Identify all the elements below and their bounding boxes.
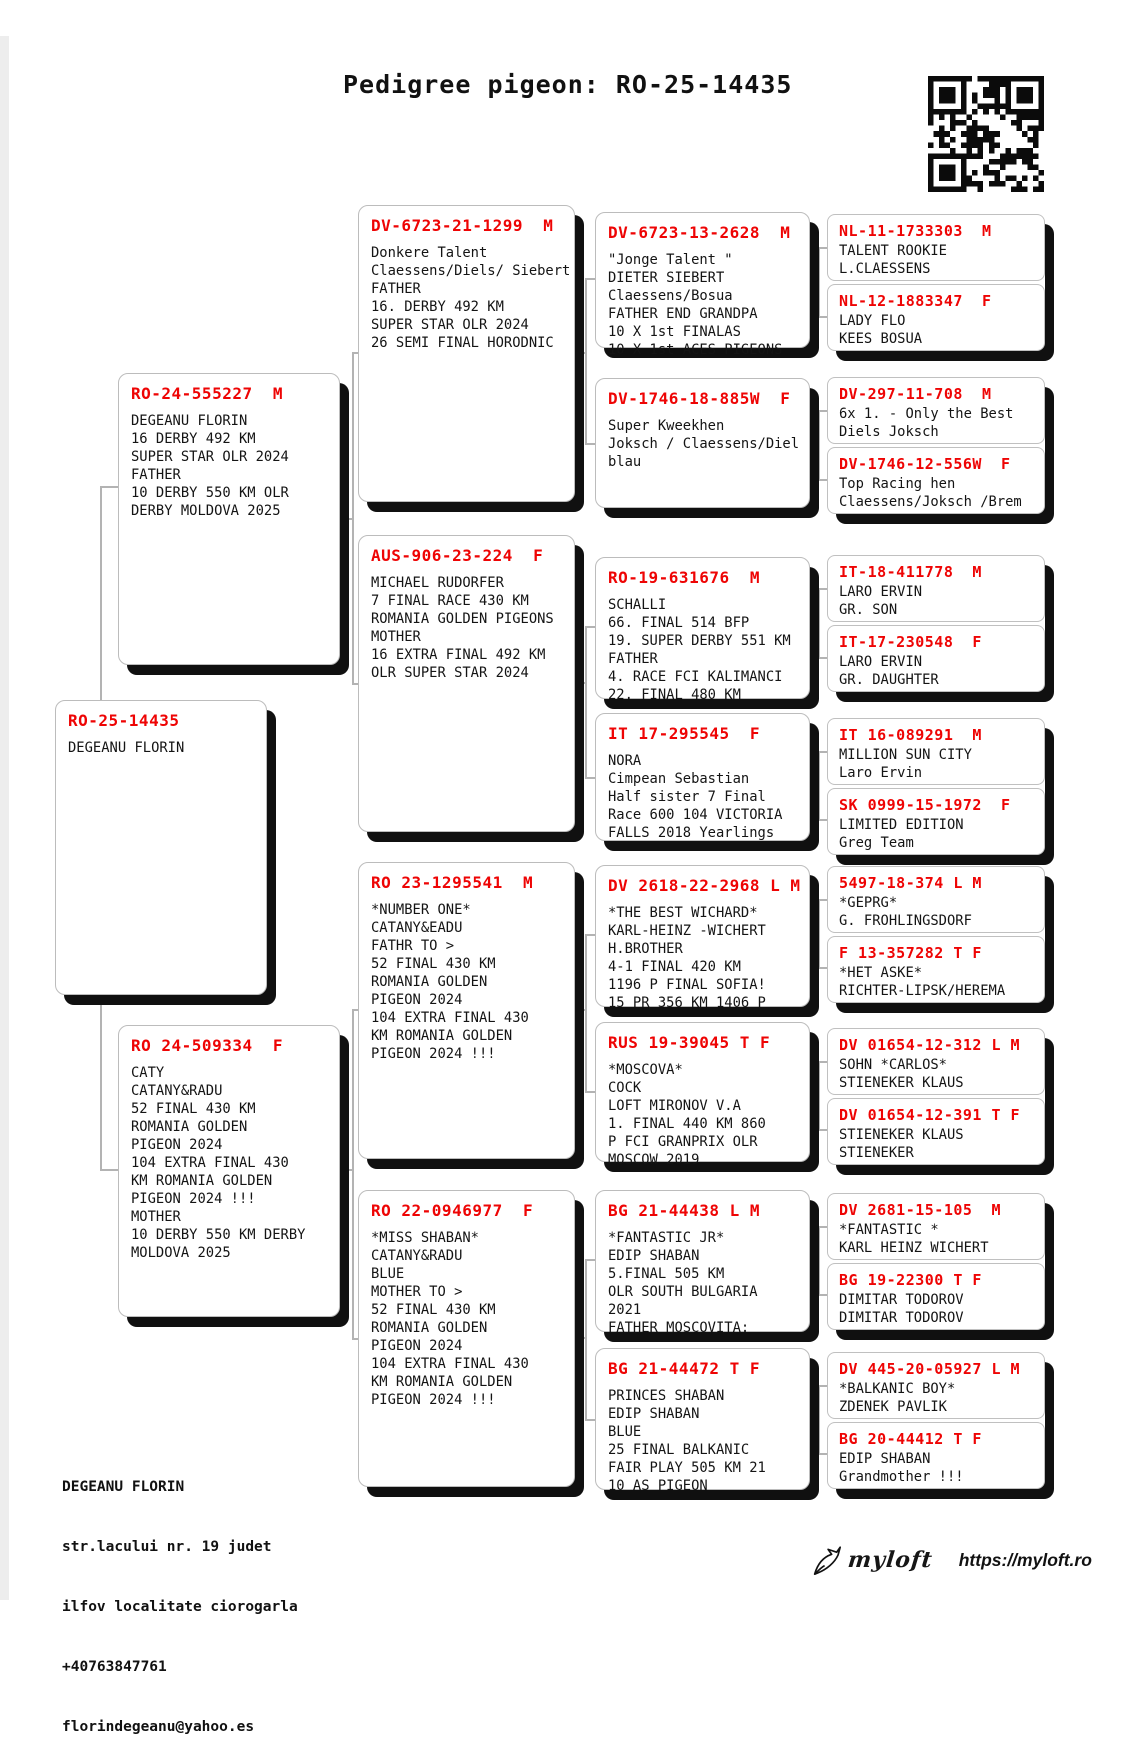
- pedigree-line: SUPER STAR OLR 2024: [131, 449, 289, 465]
- connector-line: [818, 1061, 820, 1131]
- ring-number: NL-11-1733303 M: [839, 222, 992, 240]
- pedigree-line: NORA: [608, 753, 642, 769]
- pedigree-line: 5.FINAL 505 KM: [608, 1266, 725, 1282]
- pedigree-line: KARL HEINZ WICHERT: [839, 1239, 989, 1256]
- pigeon-details: [359, 1220, 574, 1409]
- pedigree-line: EDIP SHABAN: [608, 1406, 700, 1422]
- pigeon-details: [828, 651, 1044, 689]
- pedigree-line: DERBY MOLDOVA 2025: [131, 503, 281, 519]
- ring-number: BG 21-44438 L M: [608, 1201, 760, 1220]
- ring-number: BG 19-22300 T F: [839, 1271, 982, 1289]
- pedigree-line: MICHAEL RUDORFER: [371, 575, 504, 591]
- ring-number: NL-12-1883347 F: [839, 292, 992, 310]
- pedigree-line: 22. FINAL 480 KM: [608, 687, 741, 703]
- pedigree-line: 4. RACE FCI KALIMANCI: [608, 669, 783, 685]
- pedigree-line: PIGEON 2024: [371, 1338, 463, 1354]
- pedigree-line: P FCI GRANPRIX OLR: [608, 1134, 758, 1150]
- pedigree-box-gggp4: [827, 447, 1045, 514]
- pigeon-details: [596, 1220, 809, 1337]
- pigeon-details: [828, 744, 1044, 782]
- pedigree-line: OLR SUPER STAR 2024: [371, 665, 529, 681]
- connector-line: [585, 934, 587, 1093]
- pigeon-details: [359, 235, 574, 352]
- pigeon-details: [359, 892, 574, 1063]
- pigeon-details: [596, 408, 809, 471]
- pedigree-line: 26 SEMI FINAL HORODNIC: [371, 335, 554, 351]
- ring-number: DV-1746-12-556W F: [839, 455, 1011, 473]
- ring-number: RO-19-631676 M: [608, 568, 760, 587]
- pedigree-line: G. FROHLINGSDORF: [839, 912, 972, 929]
- ring-number: DV-6723-21-1299 M: [371, 216, 554, 235]
- pedigree-line: 25 FINAL BALKANIC: [608, 1442, 750, 1458]
- pedigree-line: *NUMBER ONE*: [371, 902, 471, 918]
- pedigree-line: ZDENEK PAVLIK: [839, 1398, 947, 1415]
- pedigree-box-gggp1: [827, 214, 1045, 281]
- pedigree-pair-2: [827, 377, 1045, 514]
- connector-line: [818, 247, 820, 318]
- ring-number: DV 01654-12-312 L M: [839, 1036, 1021, 1054]
- connector-line: [585, 626, 587, 779]
- pedigree-box-ggp8: [595, 1348, 810, 1494]
- pedigree-line: MOTHER: [371, 629, 421, 645]
- pigeon-details: [828, 240, 1044, 278]
- pedigree-line: SOHN *CARLOS*: [839, 1057, 947, 1073]
- pigeon-details: [828, 581, 1044, 619]
- pedigree-line: *FANTASTIC JR*: [608, 1230, 725, 1246]
- pedigree-line: Super Kweekhen: [608, 418, 725, 434]
- ring-number: DV-1746-18-885W F: [608, 389, 791, 408]
- pedigree-line: LADY FLO: [839, 313, 906, 329]
- owner-address-line2: ilfov localitate ciorogarla: [62, 1599, 298, 1615]
- pedigree-line: 7 FINAL RACE 430 KM: [371, 593, 529, 609]
- pedigree-line: CATANY&EADU: [371, 920, 463, 936]
- pedigree-line: GR. SON: [839, 601, 898, 618]
- pedigree-line: PRINCES SHABAN: [608, 1388, 725, 1404]
- pigeon-details: [828, 310, 1044, 348]
- pedigree-line: STIENEKER KLAUS: [839, 1074, 964, 1091]
- ring-number: RO 22-0946977 F: [371, 1201, 534, 1220]
- pigeon-details: [596, 242, 809, 359]
- pedigree-line: LARO ERVIN: [839, 654, 923, 670]
- pedigree-line: *HET ASKE*: [839, 965, 923, 981]
- pedigree-line: 52 FINAL 430 KM: [371, 1302, 496, 1318]
- pedigree-line: PIGEON 2024 !!!: [371, 1046, 496, 1062]
- pedigree-line: 10 AS PIGEON: [608, 1478, 708, 1494]
- pedigree-line: OLR SOUTH BULGARIA: [608, 1284, 758, 1300]
- ring-number: DV-297-11-708 M: [839, 385, 992, 403]
- pigeon-details: [596, 1052, 809, 1169]
- pedigree-line: MOTHER TO >: [371, 1284, 463, 1300]
- pedigree-line: BLUE: [371, 1266, 405, 1282]
- connector-line: [352, 352, 354, 685]
- pedigree-line: Top Racing hen: [839, 476, 956, 492]
- pedigree-box-gggp13: [827, 1193, 1045, 1260]
- pedigree-line: KM ROMANIA GOLDEN: [371, 1374, 513, 1390]
- pedigree-box-gggp12: [827, 1098, 1045, 1165]
- ring-number: DV-6723-13-2628 M: [608, 223, 791, 242]
- pedigree-line: Diels Joksch: [839, 423, 939, 440]
- pigeon-details: [596, 743, 809, 842]
- pedigree-line: STIENEKER KLAUS: [839, 1127, 964, 1143]
- pedigree-line: 66. FINAL 514 BFP: [608, 615, 750, 631]
- bird-logo-icon: [808, 1543, 844, 1577]
- pedigree-line: 1196 P FINAL SOFIA!: [608, 977, 766, 993]
- pedigree-line: FAIR PLAY 505 KM 21: [608, 1460, 766, 1476]
- pedigree-line: Claessens/Bosua: [608, 288, 733, 304]
- pedigree-line: MOTHER: [131, 1209, 181, 1225]
- pigeon-details: [828, 1124, 1044, 1162]
- pedigree-line: PIGEON 2024 !!!: [131, 1191, 256, 1207]
- pedigree-box-ggp4: [595, 713, 810, 841]
- pedigree-line: DEGEANU FLORIN: [131, 413, 248, 429]
- pedigree-box-gp2: [358, 535, 575, 832]
- pedigree-line: 15 PR 356 KM 1406 P: [608, 995, 766, 1011]
- ring-number: RO 24-509334 F: [131, 1036, 283, 1055]
- pedigree-line: 6x 1. - Only the Best: [839, 406, 1014, 422]
- pedigree-line: ROMANIA GOLDEN: [131, 1119, 248, 1135]
- pedigree-line: Claessens/Joksch /Brem: [839, 493, 1022, 510]
- pedigree-line: 2021: [608, 1302, 642, 1318]
- pedigree-line: FATHER: [131, 467, 181, 483]
- ring-number: BG 21-44472 T F: [608, 1359, 760, 1378]
- connector-line: [818, 751, 820, 821]
- pedigree-line: 1. FINAL 440 KM 860: [608, 1116, 766, 1132]
- pedigree-box-gp4: [358, 1190, 575, 1487]
- ring-number: F 13-357282 T F: [839, 944, 982, 962]
- pigeon-details: [596, 1378, 809, 1495]
- pedigree-line: DIETER SIEBERT: [608, 270, 725, 286]
- pedigree-line: MILLION SUN CITY: [839, 747, 972, 763]
- pigeon-details: [56, 730, 266, 757]
- pedigree-box-father: [118, 373, 340, 665]
- pedigree-box-mother: [118, 1025, 340, 1317]
- pedigree-box-gggp10: [827, 936, 1045, 1003]
- pedigree-line: TALENT ROOKIE: [839, 243, 947, 259]
- ring-number: DV 2681-15-105 M: [839, 1201, 1002, 1219]
- pedigree-pair-5: [827, 866, 1045, 1003]
- owner-address-line1: str.lacului nr. 19 judet: [62, 1539, 272, 1555]
- pedigree-line: LARO ERVIN: [839, 584, 923, 600]
- pigeon-details: [828, 962, 1044, 1000]
- pedigree-line: *MOSCOVA*: [608, 1062, 683, 1078]
- pedigree-line: DIMITAR TODOROV: [839, 1292, 964, 1308]
- pedigree-line: Claessens/Diels/ Siebert: [371, 263, 571, 279]
- ring-number: RO-24-555227 M: [131, 384, 283, 403]
- pedigree-box-gggp7: [827, 718, 1045, 785]
- pedigree-line: COCK: [608, 1080, 642, 1096]
- pedigree-line: KM ROMANIA GOLDEN: [371, 1028, 513, 1044]
- owner-email: florindegeanu@yahoo.es: [62, 1719, 255, 1735]
- pedigree-box-gp1: [358, 205, 575, 502]
- pedigree-line: 10 DERBY 550 KM DERBY: [131, 1227, 306, 1243]
- connector-line: [818, 899, 820, 969]
- pedigree-line: FATHR TO >: [371, 938, 455, 954]
- owner-info: [62, 1437, 298, 1757]
- ring-number: RUS 19-39045 T F: [608, 1033, 771, 1052]
- pedigree-box-gggp5: [827, 555, 1045, 622]
- pedigree-line: FATHER: [371, 281, 421, 297]
- pedigree-line: KEES BOSUA: [839, 330, 923, 347]
- pedigree-line: EDIP SHABAN: [608, 1248, 700, 1264]
- pedigree-line: EDIP SHABAN: [839, 1451, 931, 1467]
- pedigree-line: 10 X 1st ACES PIGEONS: [608, 342, 783, 358]
- pigeon-details: [828, 814, 1044, 852]
- connector-line: [818, 1226, 820, 1296]
- pedigree-line: "Jonge Talent ": [608, 252, 733, 268]
- pedigree-box-gggp6: [827, 625, 1045, 692]
- pedigree-line: PIGEON 2024 !!!: [371, 1392, 496, 1408]
- pedigree-box-ggp1: [595, 212, 810, 358]
- ring-number: RO 23-1295541 M: [371, 873, 534, 892]
- ring-number: IT-18-411778 M: [839, 563, 982, 581]
- pedigree-line: 19. SUPER DERBY 551 KM: [608, 633, 791, 649]
- pigeon-details: [828, 1289, 1044, 1327]
- owner-name: DEGEANU FLORIN: [62, 1479, 185, 1495]
- pedigree-line: CATANY&RADU: [371, 1248, 463, 1264]
- pedigree-line: LOFT MIRONOV V.A: [608, 1098, 741, 1114]
- pedigree-box-root: [55, 700, 267, 995]
- pedigree-line: SCHALLI: [608, 597, 667, 613]
- pedigree-line: MOLDOVA 2025: [131, 1245, 231, 1261]
- pedigree-line: 52 FINAL 430 KM: [131, 1101, 256, 1117]
- connector-line: [352, 1009, 354, 1340]
- pigeon-details: [828, 1448, 1044, 1486]
- ring-number: BG 20-44412 T F: [839, 1430, 982, 1448]
- pigeon-details: [119, 403, 339, 520]
- connector-line: [818, 588, 820, 659]
- pedigree-line: H.BROTHER: [608, 941, 683, 957]
- pedigree-line: 10 X 1st FINALAS: [608, 324, 741, 340]
- qr-code: [928, 76, 1044, 192]
- pedigree-line: *MISS SHABAN*: [371, 1230, 479, 1246]
- pedigree-line: DIMITAR TODOROV: [839, 1309, 964, 1326]
- pedigree-line: 16. DERBY 492 KM: [371, 299, 504, 315]
- pedigree-line: 104 EXTRA FINAL 430: [371, 1356, 529, 1372]
- pedigree-line: FATHER END GRANDPA: [608, 306, 758, 322]
- pedigree-box-gggp9: [827, 866, 1045, 933]
- pedigree-line: Cimpean Sebastian: [608, 771, 750, 787]
- pigeon-details: [359, 565, 574, 682]
- pedigree-line: ROMANIA GOLDEN: [371, 1320, 488, 1336]
- pedigree-box-ggp2: [595, 378, 810, 508]
- pedigree-box-ggp3: [595, 557, 810, 703]
- pedigree-line: MOSCOW 2019: [608, 1152, 700, 1168]
- pedigree-line: Laro Ervin: [839, 764, 923, 781]
- pedigree-line: *BALKANIC BOY*: [839, 1381, 956, 1397]
- pigeon-details: [828, 403, 1044, 441]
- pedigree-box-gggp11: [827, 1028, 1045, 1095]
- pedigree-line: LIMITED EDITION: [839, 817, 964, 833]
- pedigree-line: Greg Team: [839, 834, 914, 851]
- pedigree-line: *THE BEST WICHARD*: [608, 905, 758, 921]
- ring-number: IT 16-089291 M: [839, 726, 982, 744]
- pedigree-line: PIGEON 2024: [371, 992, 463, 1008]
- pedigree-line: 10 DERBY 550 KM OLR: [131, 485, 289, 501]
- pedigree-line: GR. DAUGHTER: [839, 671, 939, 688]
- pedigree-line: FALLS 2018 Yearlings: [608, 825, 775, 841]
- pedigree-pair-6: [827, 1028, 1045, 1165]
- connector-line: [585, 1259, 587, 1421]
- pedigree-line: *FANTASTIC *: [839, 1222, 939, 1238]
- pedigree-line: KARL-HEINZ -WICHERT: [608, 923, 766, 939]
- pigeon-details: [828, 892, 1044, 930]
- ring-number: DV 2618-22-2968 L M: [608, 876, 801, 895]
- pedigree-box-gggp14: [827, 1263, 1045, 1330]
- ring-number: RO-25-14435: [68, 711, 180, 730]
- ring-number: DV 445-20-05927 L M: [839, 1360, 1021, 1378]
- pedigree-pair-7: [827, 1193, 1045, 1330]
- pigeon-details: [828, 1054, 1044, 1092]
- ring-number: IT-17-230548 F: [839, 633, 982, 651]
- pigeon-details: [828, 1378, 1044, 1416]
- pigeon-details: [596, 895, 809, 1012]
- connector-line: [100, 486, 118, 488]
- pedigree-line: 16 EXTRA FINAL 492 KM: [371, 647, 546, 663]
- pedigree-line: Race 600 104 VICTORIA: [608, 807, 783, 823]
- ring-number: AUS-906-23-224 F: [371, 546, 544, 565]
- pigeon-details: [119, 1055, 339, 1262]
- myloft-logo: myloft: [846, 1547, 935, 1573]
- owner-phone: +40763847761: [62, 1659, 167, 1675]
- pedigree-line: DEGEANU FLORIN: [68, 740, 185, 756]
- page-edge: [0, 36, 9, 1600]
- pedigree-pair-4: [827, 718, 1045, 855]
- pedigree-line: Donkere Talent: [371, 245, 488, 261]
- pedigree-box-gp3: [358, 862, 575, 1159]
- pedigree-box-gggp16: [827, 1422, 1045, 1489]
- pedigree-line: PIGEON 2024: [131, 1137, 223, 1153]
- pedigree-box-gggp15: [827, 1352, 1045, 1419]
- pedigree-line: SUPER STAR OLR 2024: [371, 317, 529, 333]
- pigeon-details: [828, 1219, 1044, 1257]
- pedigree-line: KM ROMANIA GOLDEN: [131, 1173, 273, 1189]
- ring-number: 5497-18-374 L M: [839, 874, 982, 892]
- pedigree-line: 104 EXTRA FINAL 430: [131, 1155, 289, 1171]
- pedigree-box-ggp6: [595, 1022, 810, 1168]
- pedigree-line: 52 FINAL 430 KM: [371, 956, 496, 972]
- connector-line: [818, 410, 820, 481]
- pedigree-line: CATY: [131, 1065, 165, 1081]
- pedigree-pair-1: [827, 214, 1045, 351]
- pedigree-line: FATHER: [608, 651, 658, 667]
- connector-line: [100, 1169, 118, 1171]
- pedigree-line: STIENEKER: [839, 1144, 914, 1161]
- pedigree-box-ggp5: [595, 865, 810, 1011]
- pedigree-line: BLUE: [608, 1424, 642, 1440]
- pedigree-pair-3: [827, 555, 1045, 692]
- connector-line: [585, 278, 587, 445]
- pedigree-line: CATANY&RADU: [131, 1083, 223, 1099]
- pedigree-line: 104 EXTRA FINAL 430: [371, 1010, 529, 1026]
- pedigree-line: blau: [608, 454, 642, 470]
- pedigree-line: ROMANIA GOLDEN PIGEONS: [371, 611, 554, 627]
- pedigree-line: FATHER MOSCOVITA:: [608, 1320, 750, 1336]
- pedigree-box-gggp3: [827, 377, 1045, 444]
- myloft-url[interactable]: https://myloft.ro: [958, 1549, 1092, 1570]
- connector-line: [818, 1385, 820, 1455]
- pedigree-box-gggp8: [827, 788, 1045, 855]
- pigeon-details: [596, 587, 809, 704]
- pedigree-line: Half sister 7 Final: [608, 789, 766, 805]
- ring-number: IT 17-295545 F: [608, 724, 760, 743]
- pedigree-line: RICHTER-LIPSK/HEREMA: [839, 982, 1006, 999]
- pedigree-line: Grandmother !!!: [839, 1468, 964, 1485]
- pedigree-line: L.CLAESSENS: [839, 260, 931, 277]
- brand-footer: [808, 1540, 1092, 1580]
- pedigree-line: 16 DERBY 492 KM: [131, 431, 256, 447]
- page-title: Pedigree pigeon: RO-25-14435: [343, 70, 793, 99]
- pedigree-box-gggp2: [827, 284, 1045, 351]
- pedigree-line: ROMANIA GOLDEN: [371, 974, 488, 990]
- ring-number: DV 01654-12-391 T F: [839, 1106, 1021, 1124]
- pedigree-pair-8: [827, 1352, 1045, 1489]
- ring-number: SK 0999-15-1972 F: [839, 796, 1011, 814]
- pedigree-line: 4-1 FINAL 420 KM: [608, 959, 741, 975]
- pedigree-box-ggp7: [595, 1190, 810, 1336]
- pedigree-line: Joksch / Claessens/Diel: [608, 436, 800, 452]
- pedigree-line: *GEPRG*: [839, 895, 898, 911]
- pigeon-details: [828, 473, 1044, 511]
